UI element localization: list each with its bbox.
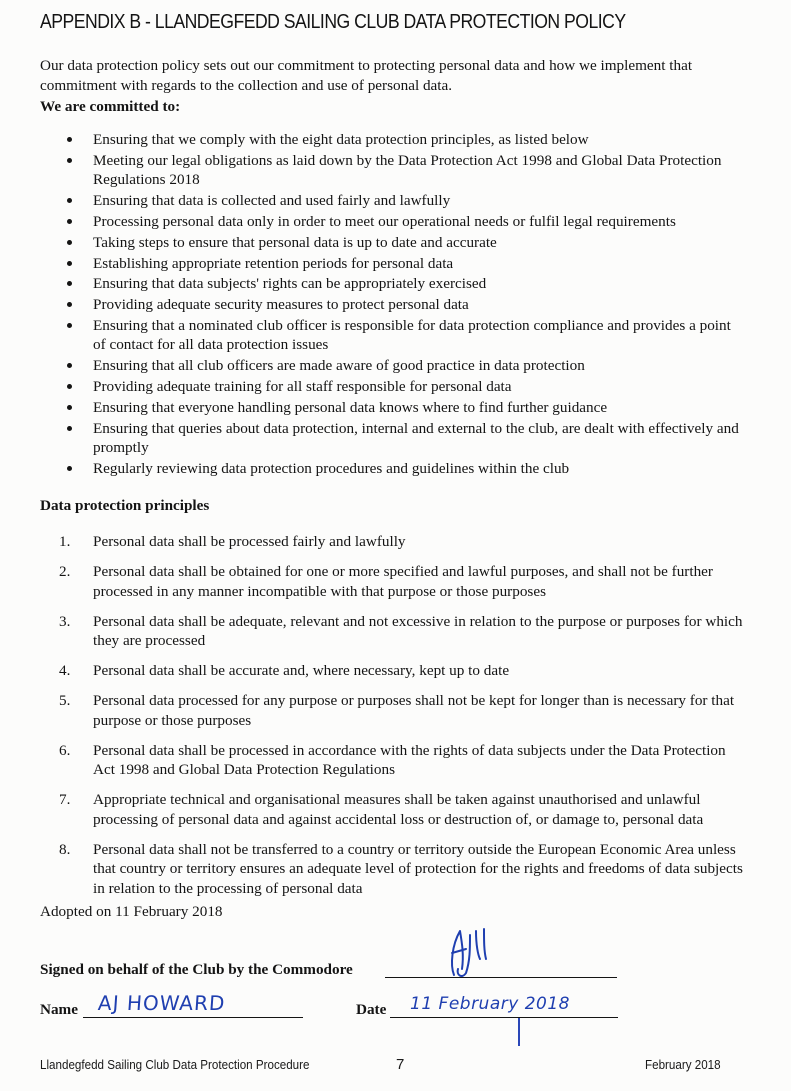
principle-number: 7. xyxy=(59,791,71,809)
page-title: APPENDIX B - LLANDEGFEDD SAILING CLUB DATA PROTECTION POLICY xyxy=(40,10,626,33)
bullet-icon xyxy=(67,281,72,286)
commitments-list xyxy=(0,130,791,480)
list-item: Ensuring that data subjects' rights can be appropriately exercised xyxy=(0,274,743,294)
adopted-date: Adopted on 11 February 2018 xyxy=(40,903,223,920)
principle-item: 4. Personal data shall be accurate and, where necessary, kept up to date xyxy=(59,662,510,680)
footer-page-number: 7 xyxy=(396,1056,405,1073)
handwritten-name: AJ HOWARD xyxy=(97,991,227,1015)
list-item: Processing personal data only in order to meet our operational needs or fulfil legal requirements xyxy=(0,212,743,232)
list-item: Ensuring that everyone handling personal data knows where to find further guidance xyxy=(0,398,743,418)
bullet-icon xyxy=(67,158,72,163)
principle-item: 5. Personal data processed for any purpose or purposes shall not be kept for longer than is necessary for that purpose or those purposes xyxy=(59,692,735,729)
bullet-icon xyxy=(67,240,72,245)
name-line xyxy=(83,1017,303,1018)
handwritten-date: 11 February 2018 xyxy=(410,994,570,1014)
principle-number: 5. xyxy=(59,692,71,710)
bullet-icon xyxy=(67,261,72,266)
bullet-icon xyxy=(67,384,72,389)
bullet-icon xyxy=(67,302,72,307)
principle-number: 8. xyxy=(59,840,71,858)
list-item: Ensuring that a nominated club officer is responsible for data protection compliance and provides a point of contact for all data protection issues xyxy=(0,316,743,355)
principle-item: 3. Personal data shall be adequate, relevant and not excessive in relation to the purpose or purposes for which they are processed xyxy=(59,612,743,650)
commitments-heading: We are committed to: xyxy=(40,98,181,115)
list-item: Ensuring that data is collected and used fairly and lawfully xyxy=(0,191,743,211)
bullet-icon xyxy=(67,137,72,142)
list-item: Ensuring that we comply with the eight data protection principles, as listed below xyxy=(0,130,743,150)
list-item: Establishing appropriate retention periods for personal data xyxy=(0,254,743,274)
pen-stroke xyxy=(518,1018,520,1046)
bullet-icon xyxy=(67,363,72,368)
bullet-icon xyxy=(67,405,72,410)
list-item: Providing adequate training for all staff responsible for personal data xyxy=(0,377,743,397)
list-item: Ensuring that queries about data protection, internal and external to the club, are dealt with effectively and promptly xyxy=(0,419,743,458)
principle-item: 7. Appropriate technical and organisational measures shall be taken against unauthorised and unlawful processing of personal data and against accidental loss or destruction of, or damage to, personal data xyxy=(59,791,704,828)
principles-heading: Data protection principles xyxy=(40,497,210,514)
name-label: Name xyxy=(40,1001,78,1018)
principle-item: 2. Personal data shall be obtained for one or more specified and lawful purposes, and shall not be further processed in any manner incompatible with that purpose or those purposes xyxy=(59,562,713,600)
principle-item: 1. Personal data shall be processed fairly and lawfully xyxy=(59,533,406,550)
bullet-icon xyxy=(67,426,72,431)
bullet-icon xyxy=(67,466,72,471)
principle-item: 6. Personal data shall be processed in accordance with the rights of data subjects under the Data Protection Act 1998 and Global Data Protection Regulations xyxy=(59,741,726,779)
signature-icon xyxy=(440,925,510,980)
principle-number: 3. xyxy=(59,612,71,630)
bullet-icon xyxy=(67,219,72,224)
bullet-icon xyxy=(67,323,72,328)
principle-number: 4. xyxy=(59,662,71,680)
list-item: Regularly reviewing data protection procedures and guidelines within the club xyxy=(0,459,743,479)
signed-label: Signed on behalf of the Club by the Commodore xyxy=(40,961,353,978)
principles-list xyxy=(0,532,791,909)
list-item: Providing adequate security measures to protect personal data xyxy=(0,295,743,315)
principle-item: 8. Personal data shall not be transferred to a country or territory outside the European Economic Area unless that country or territory ensures an adequate level of protection for the rights and freedoms of data subjects in relation to the processing of personal data xyxy=(59,840,743,898)
bullet-icon xyxy=(67,198,72,203)
date-line xyxy=(390,1017,618,1018)
footer-document-name: Llandegfedd Sailing Club Data Protection Procedure xyxy=(40,1058,310,1072)
intro-paragraph: Our data protection policy sets out our commitment to protecting personal data and how we implement that commitment with regards to the collection and use of personal data. xyxy=(40,57,693,94)
date-label: Date xyxy=(356,1001,387,1018)
principle-number: 2. xyxy=(59,562,71,580)
footer-date: February 2018 xyxy=(645,1058,721,1072)
list-item: Taking steps to ensure that personal data is up to date and accurate xyxy=(0,233,743,253)
list-item: Ensuring that all club officers are made aware of good practice in data protection xyxy=(0,356,743,376)
principle-number: 6. xyxy=(59,741,71,759)
principle-number: 1. xyxy=(59,533,71,550)
list-item: Meeting our legal obligations as laid down by the Data Protection Act 1998 and Global Data Protection Regulations 2018 xyxy=(0,151,743,190)
